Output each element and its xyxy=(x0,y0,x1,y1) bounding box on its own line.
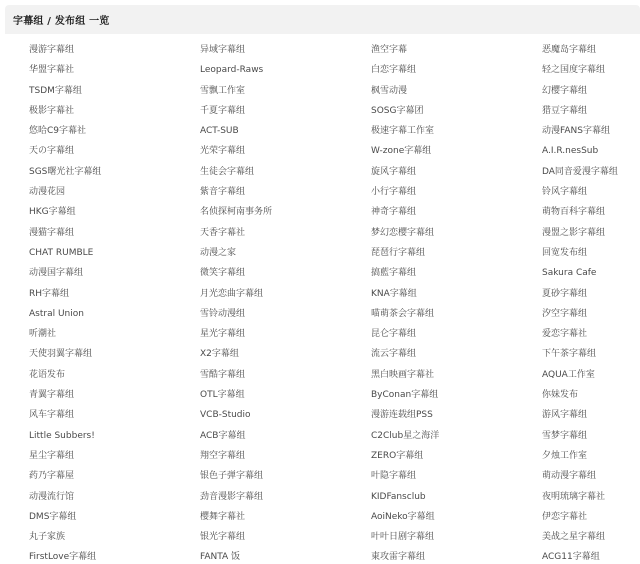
group-link[interactable]: 白恋字幕组 xyxy=(371,65,417,76)
group-link[interactable]: KIDFansclub xyxy=(371,491,426,502)
group-link[interactable]: 萌动漫字幕组 xyxy=(542,471,597,482)
group-link[interactable]: 夏砂字幕组 xyxy=(542,288,588,299)
group-link[interactable]: 悠哈C9字幕社 xyxy=(29,126,87,137)
group-link[interactable]: 昆仑字幕组 xyxy=(371,329,417,340)
group-link[interactable]: 生徒会字幕组 xyxy=(200,166,255,177)
group-link[interactable]: DA同音爱漫字幕组 xyxy=(542,166,618,177)
group-link[interactable]: 翔空字幕组 xyxy=(200,450,246,461)
group-link[interactable]: 漫游连载组PSS xyxy=(371,410,433,421)
group-link[interactable]: 雪酷字幕组 xyxy=(200,369,246,380)
group-link[interactable]: 动漫国字幕组 xyxy=(29,268,84,279)
group-link[interactable]: 轻之国度字幕组 xyxy=(542,65,606,76)
group-link[interactable]: DMS字幕组 xyxy=(29,511,77,522)
group-link[interactable]: 流云字幕组 xyxy=(371,349,417,360)
group-link[interactable]: Little Subbers! xyxy=(29,430,95,441)
group-link[interactable]: OTL字幕组 xyxy=(200,390,245,401)
group-link[interactable]: AoiNeko字幕组 xyxy=(371,511,435,522)
group-link[interactable]: 雪飘工作室 xyxy=(200,85,246,96)
group-link[interactable]: 渔空字幕 xyxy=(371,45,408,55)
group-link[interactable]: 动漫流行馆 xyxy=(29,491,75,502)
group-link[interactable]: 梦幻恋樱字幕组 xyxy=(371,227,435,238)
group-link[interactable]: 星尘字幕组 xyxy=(29,450,75,461)
group-link[interactable]: 微笑字幕组 xyxy=(200,268,246,279)
group-link[interactable]: 夜明琉璃字幕社 xyxy=(542,491,606,502)
group-link[interactable]: 青翼字幕组 xyxy=(29,390,75,401)
group-link[interactable]: 猎豆字幕组 xyxy=(542,105,588,116)
group-link[interactable]: 喵萌茶会字幕组 xyxy=(371,308,435,319)
group-link[interactable]: 你妹发布 xyxy=(542,390,579,401)
group-link[interactable]: 听潮社 xyxy=(29,329,57,340)
group-link[interactable]: 星光字幕组 xyxy=(200,329,246,340)
group-link[interactable]: 铃风字幕组 xyxy=(542,187,588,198)
group-link[interactable]: 天使羽翼字幕组 xyxy=(29,349,93,360)
group-link[interactable]: 银光字幕组 xyxy=(200,532,246,543)
group-link[interactable]: 游风字幕组 xyxy=(542,410,588,421)
group-link[interactable]: C2Club星之海洋 xyxy=(371,430,440,441)
group-link[interactable]: 光荣字幕组 xyxy=(200,146,246,157)
group-link[interactable]: 旋风字幕组 xyxy=(371,166,417,177)
group-link[interactable]: 漫猫字幕组 xyxy=(29,227,75,238)
group-link[interactable]: 叶隐字幕组 xyxy=(371,471,417,482)
group-link[interactable]: 東攻雷字幕组 xyxy=(371,552,426,563)
group-link[interactable]: 风车字幕组 xyxy=(29,410,75,421)
group-link[interactable]: W-zone字幕组 xyxy=(371,146,432,157)
group-link[interactable]: 下午茶字幕组 xyxy=(542,349,597,360)
group-link[interactable]: 动漫之家 xyxy=(200,247,237,258)
group-link[interactable]: X2字幕组 xyxy=(200,349,239,360)
group-link[interactable]: 动漫花园 xyxy=(29,187,66,198)
group-link[interactable]: 伊恋字幕社 xyxy=(542,511,588,522)
group-link[interactable]: 美战之星字幕组 xyxy=(542,532,606,543)
group-link[interactable]: 神奇字幕组 xyxy=(371,207,417,218)
group-link[interactable]: CHAT RUMBLE xyxy=(29,247,94,258)
group-link[interactable]: 丸子家族 xyxy=(29,532,66,543)
group-link[interactable]: 琵琶行字幕组 xyxy=(371,247,426,258)
group-link[interactable]: RH字幕组 xyxy=(29,288,70,299)
group-link[interactable]: 天香字幕社 xyxy=(200,227,246,238)
group-link[interactable]: 异域字幕组 xyxy=(200,45,246,55)
group-link[interactable]: AQUA工作室 xyxy=(542,369,595,380)
group-link[interactable]: 恶魔岛字幕组 xyxy=(542,45,597,55)
group-link[interactable]: Leopard-Raws xyxy=(200,65,264,76)
panel-title: 字幕组 / 发布组 一览 xyxy=(13,16,110,27)
group-link[interactable]: 雪铃动漫组 xyxy=(200,308,246,319)
group-link[interactable]: SOSG字幕团 xyxy=(371,105,424,116)
group-link[interactable]: 漫盟之影字幕组 xyxy=(542,227,606,238)
group-link[interactable]: 极影字幕社 xyxy=(29,105,75,116)
group-link[interactable]: 华盟字幕社 xyxy=(29,65,75,76)
group-link[interactable]: HKG字幕组 xyxy=(29,207,76,218)
group-link[interactable]: FANTA 饭 xyxy=(200,552,241,563)
group-link[interactable]: 搞藍字幕组 xyxy=(371,268,417,279)
group-link[interactable]: ZERO字幕组 xyxy=(371,450,424,461)
group-link[interactable]: 回宽发布组 xyxy=(542,247,588,258)
group-link[interactable]: 银色子弹字幕组 xyxy=(200,471,264,482)
group-link[interactable]: 千夏字幕组 xyxy=(200,105,246,116)
group-link[interactable]: VCB-Studio xyxy=(200,410,251,421)
group-link[interactable]: 药乃字幕屋 xyxy=(29,471,75,482)
group-link[interactable]: A.I.R.nesSub xyxy=(542,146,599,157)
group-link[interactable]: 爱恋字幕社 xyxy=(542,329,588,340)
group-link[interactable]: TSDM字幕组 xyxy=(29,85,82,96)
group-link[interactable]: 极速字幕工作室 xyxy=(371,126,435,137)
group-link[interactable]: FirstLove字幕组 xyxy=(29,552,97,563)
group-link[interactable]: 小行字幕组 xyxy=(371,187,417,198)
group-link[interactable]: KNA字幕组 xyxy=(371,288,417,299)
group-link[interactable]: 黑白映画字幕社 xyxy=(371,369,435,380)
group-link[interactable]: 叶叶日剧字幕组 xyxy=(371,532,435,543)
group-link[interactable]: 幻樱字幕组 xyxy=(542,85,588,96)
group-link[interactable]: Sakura Cafe xyxy=(542,268,597,279)
group-link[interactable]: 天の字幕组 xyxy=(29,146,75,157)
group-link[interactable]: 枫雪动漫 xyxy=(371,85,408,96)
group-link[interactable]: ACB字幕组 xyxy=(200,430,246,441)
group-link[interactable]: 花语发布 xyxy=(29,369,66,380)
group-link[interactable]: ACT-SUB xyxy=(200,126,239,137)
group-grid xyxy=(29,40,640,564)
group-link[interactable]: 动漫FANS字幕组 xyxy=(542,126,610,137)
group-link[interactable]: 汐空字幕组 xyxy=(542,308,588,319)
group-link[interactable]: 雪梦字幕组 xyxy=(542,430,588,441)
group-link[interactable]: SGS曙光社字幕组 xyxy=(29,166,102,177)
panel-header xyxy=(5,5,640,34)
group-link[interactable]: 萌物百科字幕组 xyxy=(542,207,606,218)
group-link[interactable]: 樱舞字幕社 xyxy=(200,511,246,522)
group-link[interactable]: ACG11字幕组 xyxy=(542,552,600,563)
group-link[interactable]: ByConan字幕组 xyxy=(371,390,439,401)
group-link[interactable]: 紫音字幕组 xyxy=(200,187,246,198)
group-link[interactable]: 劲音漫影字幕组 xyxy=(200,491,264,502)
group-link[interactable]: 漫游字幕组 xyxy=(29,45,75,55)
group-link[interactable]: 夕烛工作室 xyxy=(542,450,588,461)
group-link[interactable]: 名侦探柯南事务所 xyxy=(200,207,273,218)
group-link[interactable]: Astral Union xyxy=(29,308,84,319)
group-link[interactable]: 月光恋曲字幕组 xyxy=(200,288,264,299)
